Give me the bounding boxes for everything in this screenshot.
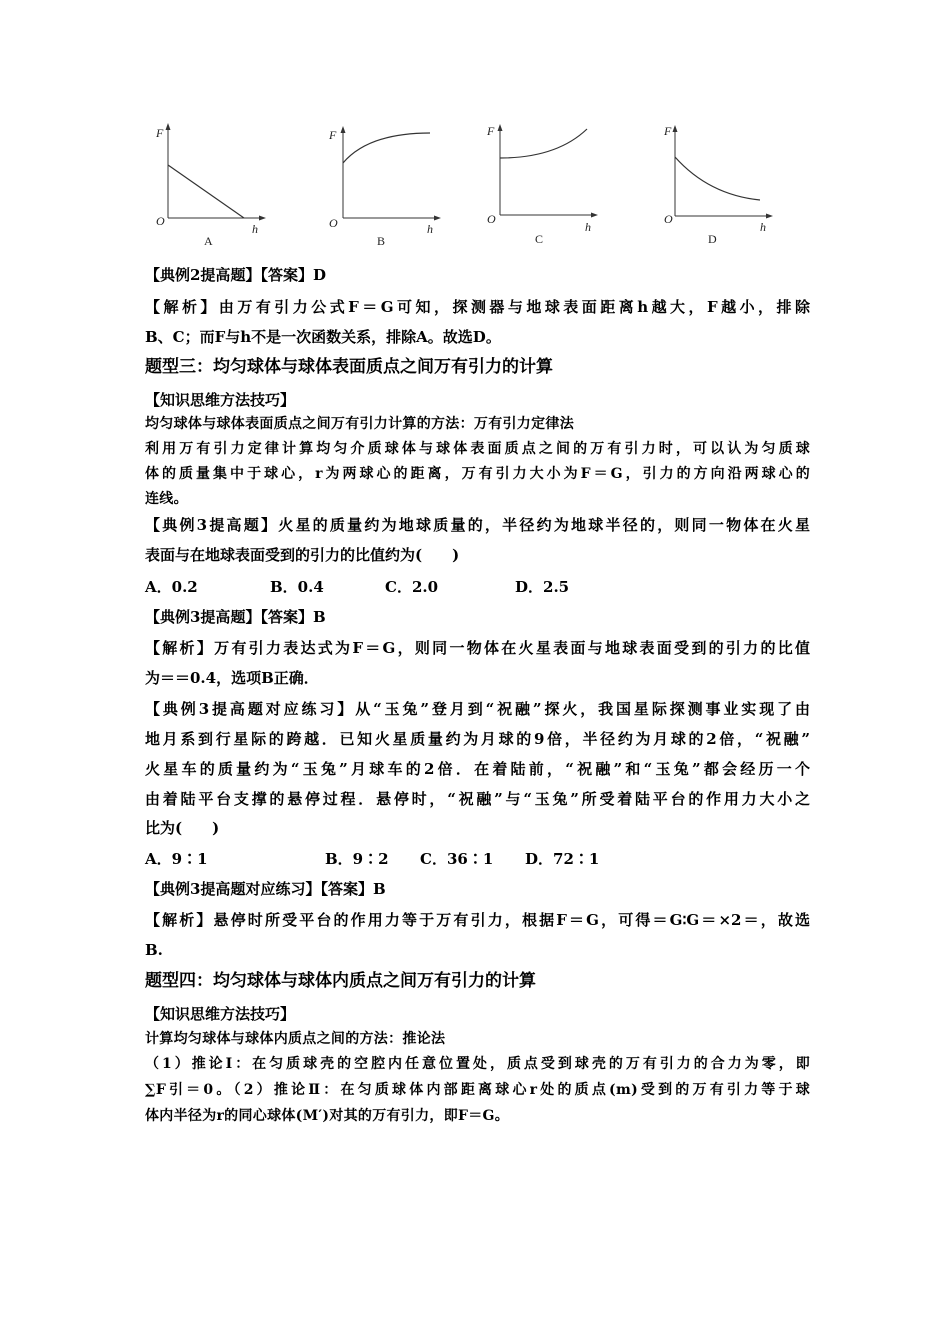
graph-c-y-label: F — [487, 124, 495, 138]
graph-d-caption: D — [708, 232, 717, 246]
method-text-4: 连线。 — [145, 491, 188, 507]
answer-choice-graphs — [140, 115, 800, 255]
section-heading-type3: 题型三：均匀球体与球体表面质点之间万有引力的计算 — [145, 357, 553, 377]
practice-question-line3: 火星车的质量约为“玉兔”月球车的2倍．在着陆前，“祝融”和“玉兔”都会经历一个 — [145, 760, 810, 778]
method-text-5: 计算均匀球体与球体内质点之间的方法：推论法 — [145, 1031, 446, 1047]
graph-d-y-label: F — [664, 124, 672, 138]
graph-a-origin: O — [156, 214, 165, 228]
example3-analysis-line1: 【解析】万有引力表达式为F＝G，则同一物体在火星表面与地球表面受到的引力的比值 — [145, 639, 810, 657]
graph-a-y-label: F — [156, 126, 164, 140]
graph-c-x-label: h — [585, 220, 591, 234]
graph-d — [660, 115, 800, 255]
practice-option-c: C．36∶1 — [420, 850, 494, 868]
example2-analysis-line2: B、C；而F与h不是一次函数关系，排除A。故选D。 — [145, 328, 501, 346]
example3-options — [145, 577, 810, 597]
practice-option-a: A．9∶1 — [145, 850, 208, 868]
graph-c — [485, 115, 625, 255]
practice-options — [145, 849, 810, 869]
graph-b-y-label: F — [329, 128, 337, 142]
graph-c-caption: C — [535, 232, 544, 246]
practice-question-line2: 地月系到行星际的跨越．已知火星质量约为月球的9倍，半径约为月球的2倍，“祝融” — [145, 730, 810, 748]
example2-answer: 【典例2提高题】【答案】D — [145, 266, 326, 284]
practice-answer: 【典例3提高题对应练习】【答案】B — [145, 880, 386, 898]
method-text-8: 体内半径为r的同心球体(M′)对其的万有引力，即F＝G。 — [145, 1108, 510, 1124]
graph-d-origin: O — [664, 212, 673, 226]
practice-analysis-line2: B. — [145, 941, 163, 959]
method-text-2: 利用万有引力定律计算均匀介质球体与球体表面质点之间的万有引力时，可以认为匀质球 — [145, 441, 810, 457]
example2-analysis-line1: 【解析】由万有引力公式F＝G可知，探测器与地球表面距离h越大，F越小，排除 — [145, 298, 810, 316]
example3-analysis-line2: 为＝＝0.4，选项B正确． — [145, 669, 319, 687]
knowledge-tips-heading-1: 【知识思维方法技巧】 — [145, 391, 296, 409]
graph-b — [315, 115, 455, 255]
graph-a-caption: A — [204, 234, 213, 248]
graph-d-x-label: h — [760, 220, 766, 234]
practice-question-line4: 由着陆平台支撑的悬停过程．悬停时，“祝融”与“玉兔”所受着陆平台的作用力大小之 — [145, 790, 810, 808]
practice-option-b: B．9∶2 — [325, 850, 389, 868]
example3-option-b: B．0.4 — [270, 578, 324, 596]
graph-b-caption: B — [377, 234, 386, 248]
graph-c-origin: O — [487, 212, 496, 226]
graph-b-x-label: h — [427, 222, 433, 236]
practice-question-line5: 比为( ) — [145, 819, 220, 837]
knowledge-tips-heading-2: 【知识思维方法技巧】 — [145, 1005, 296, 1023]
example3-option-c: C．2.0 — [385, 578, 439, 596]
example3-option-a: A．0.2 — [145, 578, 198, 596]
graph-b-origin: O — [329, 216, 338, 230]
method-text-1: 均匀球体与球体表面质点之间万有引力计算的方法：万有引力定律法 — [145, 416, 574, 432]
practice-analysis-line1: 【解析】悬停时所受平台的作用力等于万有引力，根据F＝G，可得＝G∶G＝×2＝，故选 — [145, 911, 810, 929]
graph-a — [140, 115, 280, 255]
practice-option-d: D．72∶1 — [525, 850, 600, 868]
section-heading-type4: 题型四：均匀球体与球体内质点之间万有引力的计算 — [145, 971, 536, 991]
method-text-6: （1）推论Ⅰ：在匀质球壳的空腔内任意位置处，质点受到球壳的万有引力的合力为零，即 — [145, 1056, 810, 1072]
example3-option-d: D．2.5 — [515, 578, 570, 596]
example3-question-line2: 表面与在地球表面受到的引力的比值约为( ) — [145, 546, 460, 564]
example3-answer: 【典例3提高题】【答案】B — [145, 608, 326, 626]
example3-question-line1: 【典例3提高题】火星的质量约为地球质量的，半径约为地球半径的，则同一物体在火星 — [145, 516, 810, 534]
method-text-7: ∑F引＝0。（2）推论Ⅱ：在匀质球体内部距离球心r处的质点(m)受到的万有引力等于球 — [145, 1082, 810, 1098]
practice-question-line1: 【典例3提高题对应练习】从“玉兔”登月到“祝融”探火，我国星际探测事业实现了由 — [145, 700, 810, 718]
method-text-3: 体的质量集中于球心，r为两球心的距离，万有引力大小为F＝G，引力的方向沿两球心的 — [145, 466, 810, 482]
graph-a-x-label: h — [252, 222, 258, 236]
